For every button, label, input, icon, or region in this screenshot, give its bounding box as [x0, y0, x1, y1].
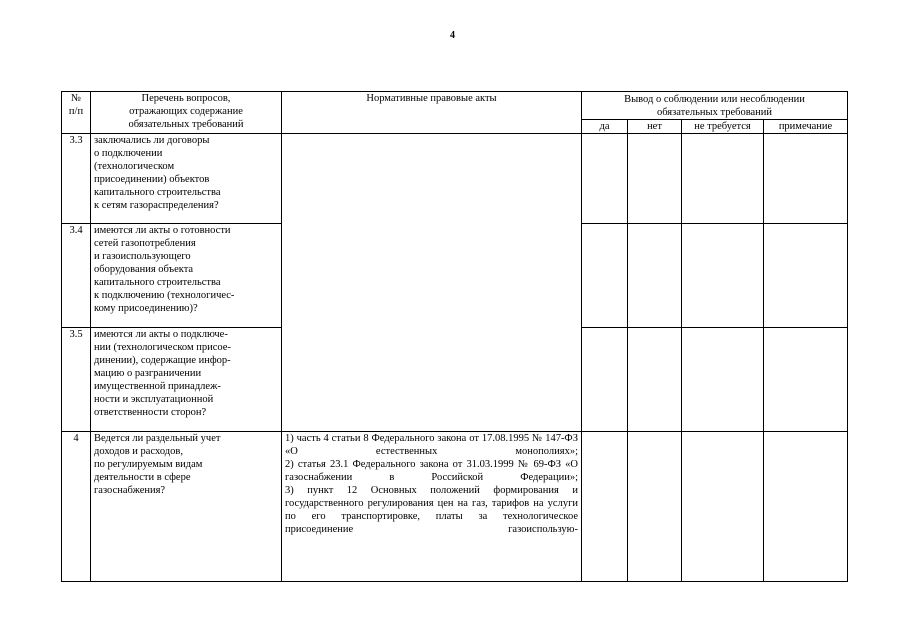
cell-not-required: [682, 432, 764, 582]
row-number: 3.5: [62, 328, 91, 432]
cell-no: [628, 134, 682, 224]
cell-note: [764, 432, 848, 582]
row-number: 3.3: [62, 134, 91, 224]
row-acts: [282, 432, 582, 582]
cell-not-required: [682, 328, 764, 432]
requirements-table: [61, 91, 848, 582]
header-acts: Нормативные правовые акты: [282, 92, 582, 134]
cell-not-required: [682, 224, 764, 328]
row-acts-empty: [282, 134, 582, 432]
row-question: Ведется ли раздельный учет доходов и расходов, по регулируемым видам деятельности в сфере газоснабжения?: [91, 432, 282, 582]
row-question: заключались ли договоры о подключении (технологическом присоединении) объектов капитального строительства к сетям газораспределения?: [91, 134, 282, 224]
act-item: 2) статья 23.1 Федерального закона от 31.03.1999 № 69-ФЗ «О газоснабжении в Российской Федерации»;: [285, 459, 578, 483]
cell-yes: [582, 328, 628, 432]
row-number: 4: [62, 432, 91, 582]
table-row: [62, 134, 848, 224]
cell-yes: [582, 224, 628, 328]
header-not-required: не требуется: [682, 120, 764, 134]
cell-yes: [582, 134, 628, 224]
header-note: примечание: [764, 120, 848, 134]
cell-no: [628, 328, 682, 432]
act-item: 1) часть 4 статьи 8 Федерального закона от 17.08.1995 № 147-ФЗ «О естественных монополиях»;: [285, 433, 578, 457]
row-question: имеются ли акты о подключе- нии (технологическом присое- динении), содержащие инфор- мацию о разграничении имущественной принадлеж- ности и эксплуатационной ответственности сторон?: [91, 328, 282, 432]
table-row: [62, 432, 848, 582]
act-item: 3) пункт 12 Основных положений формирования и государственного регулирования цен на газ, тарифов на услуги по его транспортировке, платы за технологическое присоединение газоиспользую-: [285, 485, 578, 535]
header-questions: Перечень вопросов, отражающих содержание обязательных требований: [91, 92, 282, 134]
header-no: нет: [628, 120, 682, 134]
cell-note: [764, 328, 848, 432]
page-number: 4: [450, 30, 455, 41]
cell-note: [764, 134, 848, 224]
row-question: имеются ли акты о готовности сетей газопотребления и газоиспользующего оборудования объекта капитального строительства к подключению (технологичес- кому присоединению)?: [91, 224, 282, 328]
cell-note: [764, 224, 848, 328]
header-num: № п/п: [62, 92, 91, 134]
row-number: 3.4: [62, 224, 91, 328]
header-row-1: [62, 92, 848, 120]
cell-not-required: [682, 134, 764, 224]
header-yes: да: [582, 120, 628, 134]
header-conclusion: Вывод о соблюдении или несоблюдении обязательных требований: [582, 92, 848, 120]
cell-no: [628, 432, 682, 582]
cell-no: [628, 224, 682, 328]
cell-yes: [582, 432, 628, 582]
